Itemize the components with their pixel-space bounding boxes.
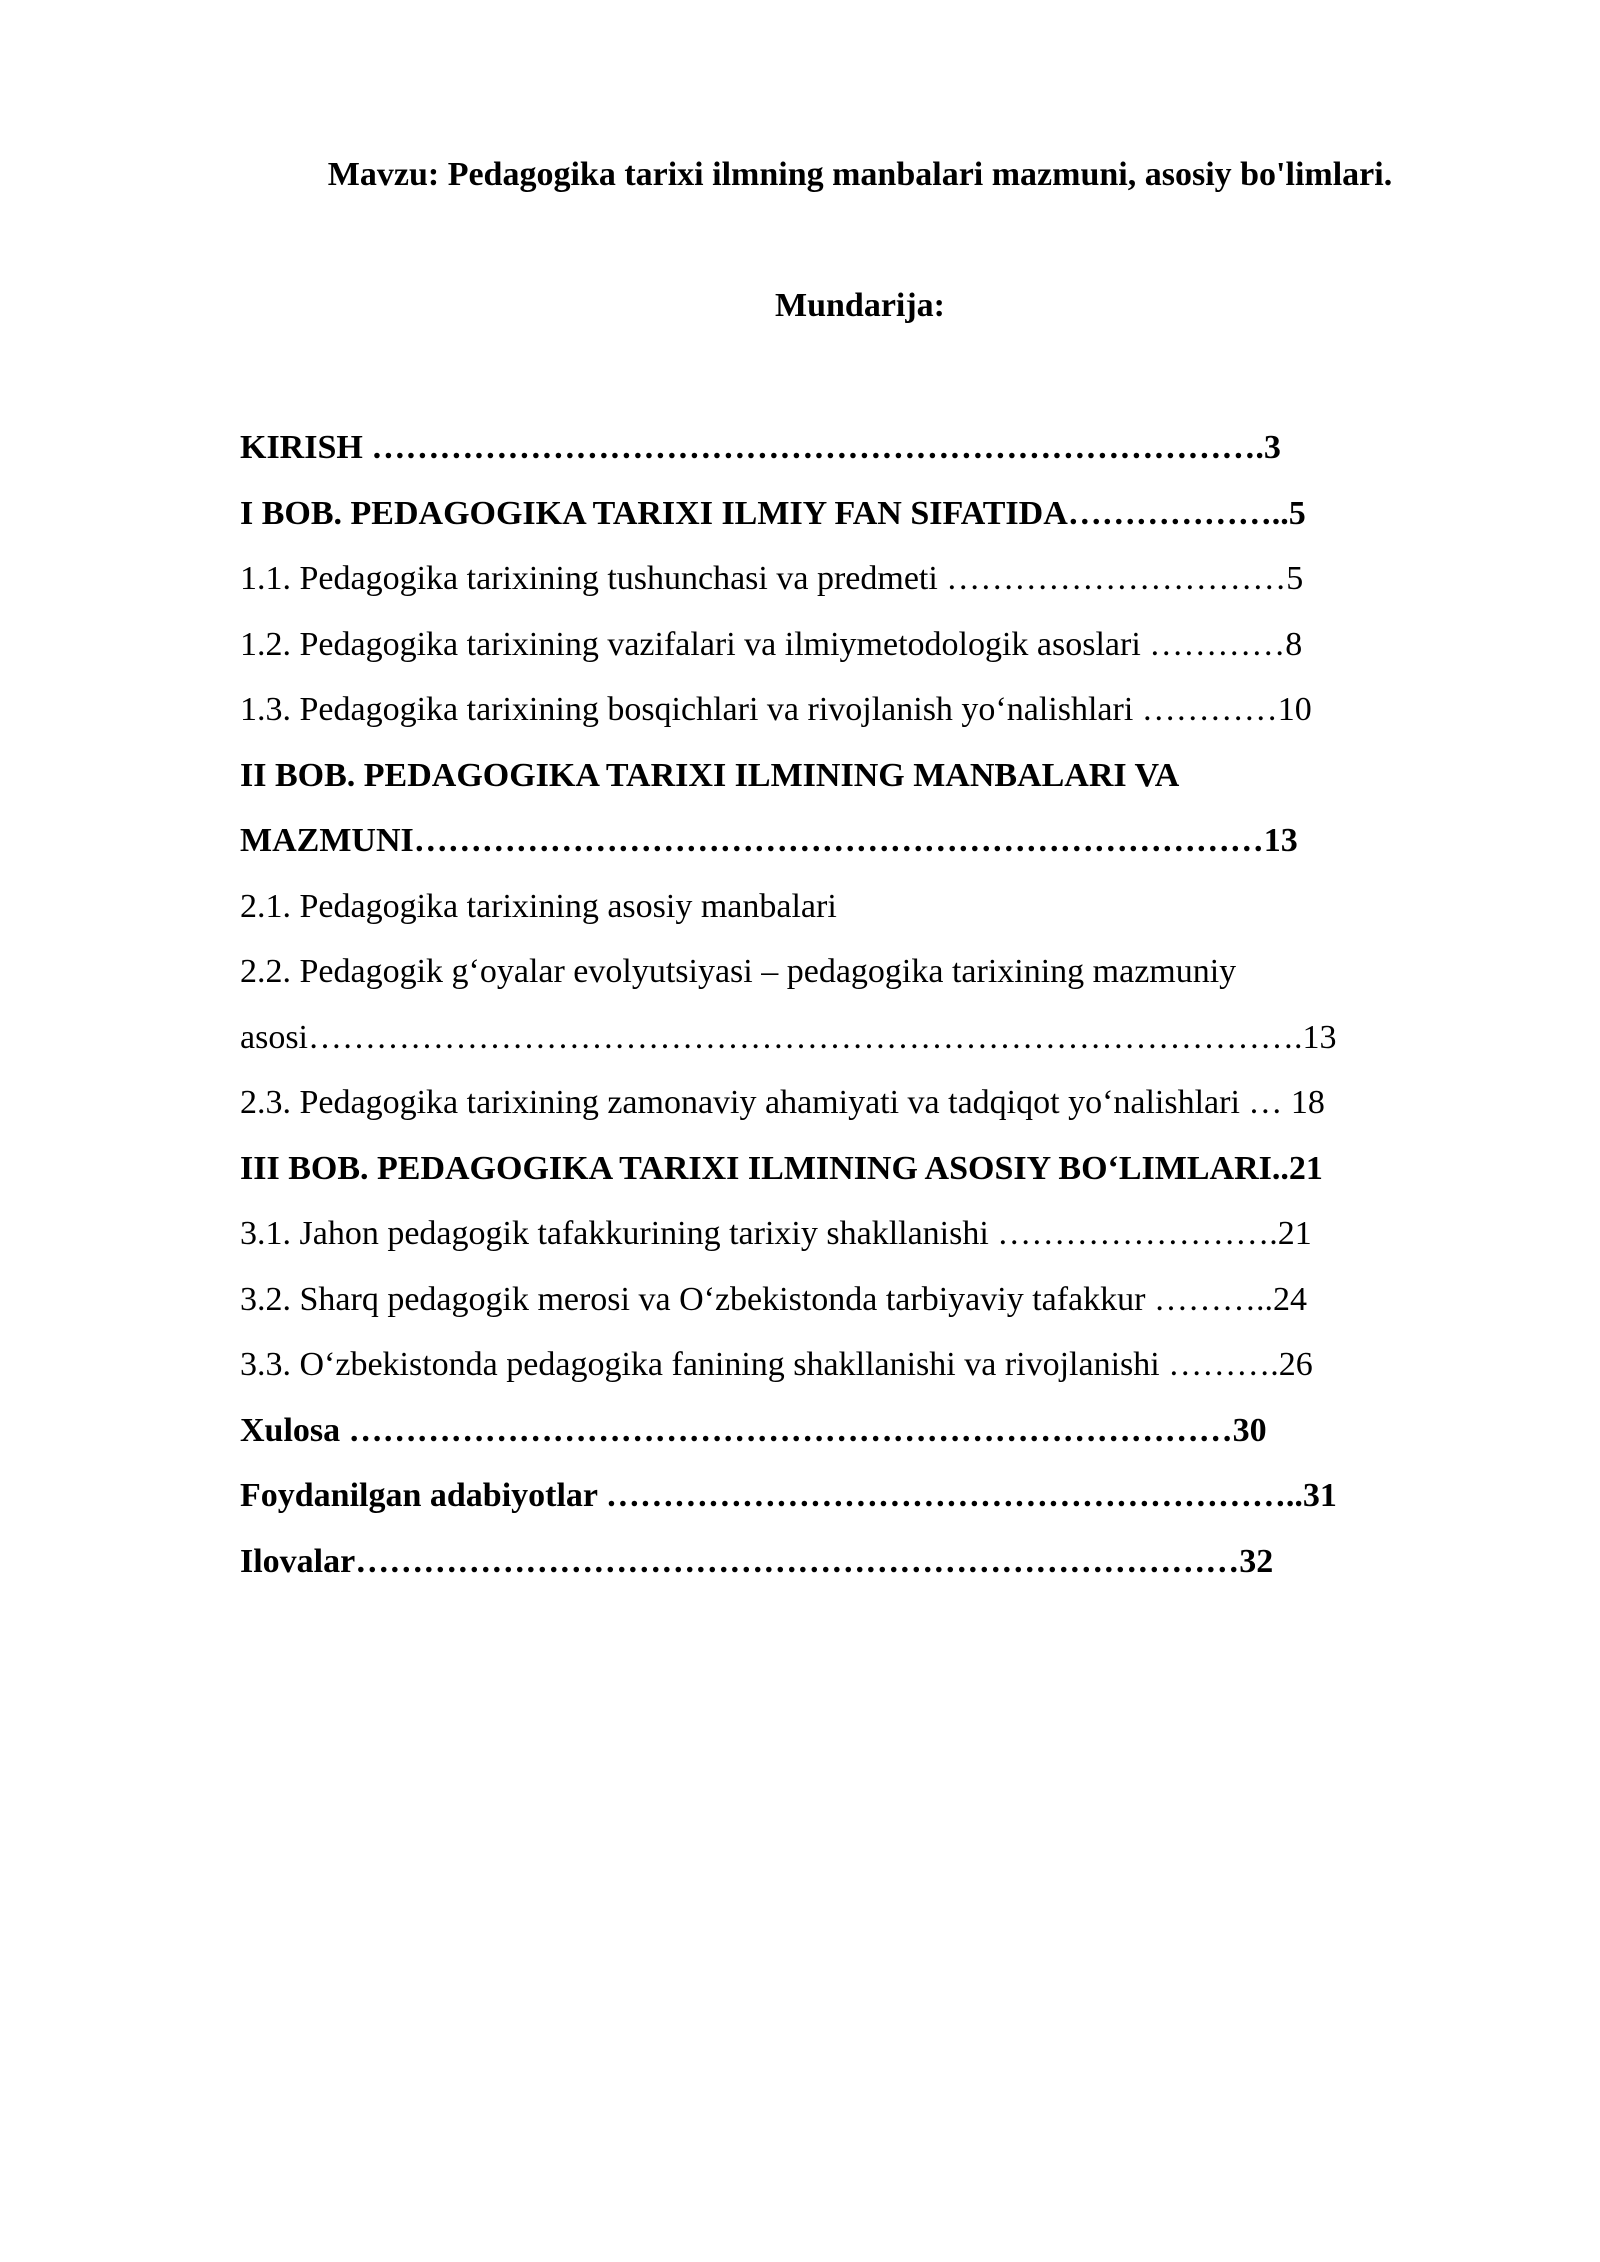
toc-entry-chapter-1: I BOB. PEDAGOGIKA TARIXI ILMIY FAN SIFATIDA………………..5 — [240, 494, 1306, 532]
toc-entry-chapter-2: II BOB. PEDAGOGIKA TARIXI ILMINING MANBALARI VA — [240, 756, 1180, 794]
toc-entry-section-1-3: 1.3. Pedagogika tarixining bosqichlari va rivojlanish yo‘nalishlari …………10 — [240, 691, 1312, 728]
document-topic: Mavzu: Pedagogika tarixi ilmning manbalari mazmuni, asosiy bo'limlari. — [327, 156, 1393, 193]
toc-entry-chapter-2-continued: MAZMUNI…………………………………………………………………13 — [240, 822, 1298, 859]
toc-entry-section-2-1: 2.1. Pedagogika tarixining asosiy manbalari — [240, 887, 837, 925]
table-of-contents — [240, 415, 1480, 1594]
toc-entry-references: Foydanilgan adabiyotlar ……………………………………………………..31 — [240, 1477, 1337, 1514]
toc-entry-section-1-1: 1.1. Pedagogika tarixining tushunchasi va predmeti …………………………5 — [240, 560, 1304, 597]
toc-entry-chapter-3: III BOB. PEDAGOGIKA TARIXI ILMINING ASOSIY BO‘LIMLARI..21 — [240, 1149, 1323, 1187]
toc-entry-section-2-2: 2.2. Pedagogik g‘oyalar evolyutsiyasi – pedagogika tarixining mazmuniy — [240, 953, 1237, 990]
contents-heading: Mundarija: — [775, 287, 945, 324]
toc-entry-appendices: Ilovalar……………………………………………………………………32 — [240, 1542, 1274, 1580]
toc-entry-section-2-2-continued: asosi…………………………………………………………………………….13 — [240, 1018, 1337, 1056]
toc-entry-section-3-3: 3.3. O‘zbekistonda pedagogika fanining shakllanishi va rivojlanishi ……….26 — [240, 1346, 1313, 1383]
toc-entry-conclusion: Xulosa ……………………………………………………………………30 — [240, 1411, 1267, 1449]
toc-entry-section-2-3: 2.3. Pedagogika tarixining zamonaviy ahamiyati va tadqiqot yo‘nalishlari … 18 — [240, 1084, 1325, 1121]
toc-entry-section-1-2: 1.2. Pedagogika tarixining vazifalari va ilmiymetodologik asoslari …………8 — [240, 625, 1303, 663]
toc-entry-introduction: KIRISH …………………………………………………………………….3 — [240, 429, 1281, 466]
toc-entry-section-3-2: 3.2. Sharq pedagogik merosi va O‘zbekistonda tarbiyaviy tafakkur ………..24 — [240, 1280, 1307, 1318]
toc-entry-section-3-1: 3.1. Jahon pedagogik tafakkurining tarixiy shakllanishi …………………….21 — [240, 1215, 1312, 1252]
